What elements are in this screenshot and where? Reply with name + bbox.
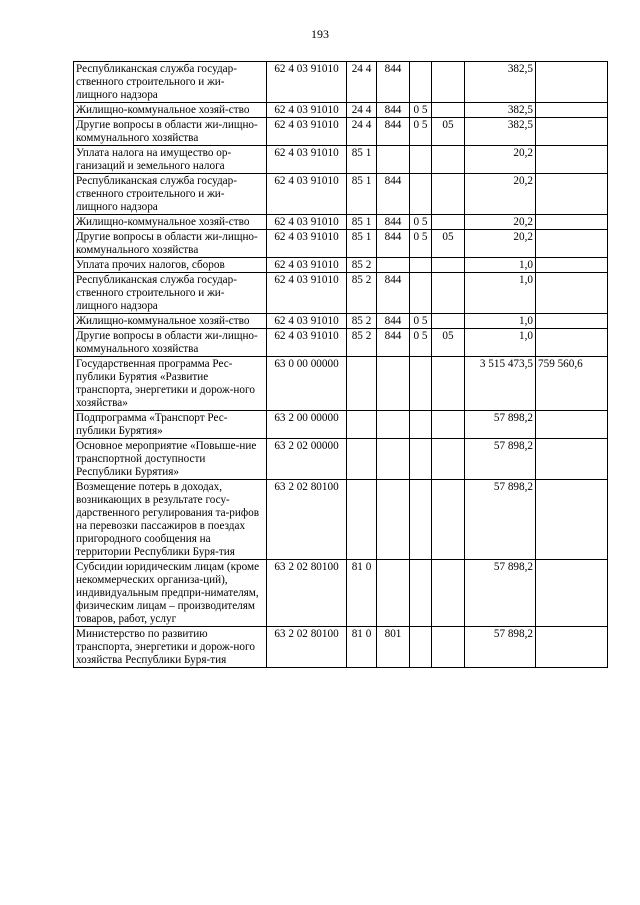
expense-type-code-cell: 85 1 — [347, 230, 377, 258]
subsection-code-cell — [432, 215, 465, 230]
amount-extra-cell — [536, 258, 608, 273]
target-article-code-cell: 62 4 03 91010 — [267, 258, 347, 273]
item-name-cell: Жилищно-коммунальное хозяй-ство — [74, 103, 267, 118]
table-row — [74, 230, 608, 258]
section-code-cell — [410, 411, 432, 439]
amount-extra-cell — [536, 329, 608, 357]
amount-cell: 382,5 — [465, 103, 536, 118]
section-code-cell — [410, 146, 432, 174]
administrator-code-cell — [377, 146, 410, 174]
expense-type-code-cell: 85 1 — [347, 174, 377, 215]
administrator-code-cell: 844 — [377, 174, 410, 215]
table-row — [74, 439, 608, 480]
amount-cell: 57 898,2 — [465, 411, 536, 439]
amount-extra-cell — [536, 215, 608, 230]
section-code-cell: 0 5 — [410, 329, 432, 357]
table-row — [74, 146, 608, 174]
expense-type-code-cell: 85 2 — [347, 314, 377, 329]
table-row — [74, 480, 608, 560]
expense-type-code-cell: 85 1 — [347, 146, 377, 174]
target-article-code-cell: 63 2 02 80100 — [267, 480, 347, 560]
amount-cell: 20,2 — [465, 146, 536, 174]
table-row — [74, 215, 608, 230]
amount-extra-cell — [536, 174, 608, 215]
item-name-cell: Жилищно-коммунальное хозяй-ство — [74, 215, 267, 230]
item-name-cell: Возмещение потерь в доходах, возникающих в результате госу-дарственного регулирования та-рифов на перевозки пассажиров в поездах пригородного сообщения на территории Республики Буря-тия — [74, 480, 267, 560]
amount-extra-cell — [536, 62, 608, 103]
administrator-code-cell — [377, 357, 410, 411]
expense-type-code-cell: 24 4 — [347, 62, 377, 103]
subsection-code-cell — [432, 627, 465, 668]
section-code-cell: 0 5 — [410, 215, 432, 230]
expense-type-code-cell: 85 1 — [347, 215, 377, 230]
administrator-code-cell — [377, 480, 410, 560]
subsection-code-cell — [432, 314, 465, 329]
expense-type-code-cell: 24 4 — [347, 118, 377, 146]
expense-type-code-cell: 24 4 — [347, 103, 377, 118]
amount-extra-cell — [536, 627, 608, 668]
amount-extra-cell — [536, 560, 608, 627]
target-article-code-cell: 62 4 03 91010 — [267, 118, 347, 146]
item-name-cell: Подпрограмма «Транспорт Рес-публики Бурятия» — [74, 411, 267, 439]
section-code-cell — [410, 357, 432, 411]
expense-type-code-cell: 81 0 — [347, 627, 377, 668]
amount-cell: 20,2 — [465, 174, 536, 215]
item-name-cell: Основное мероприятие «Повыше-ние транспортной доступности Республики Бурятия» — [74, 439, 267, 480]
table-row — [74, 411, 608, 439]
amount-cell: 57 898,2 — [465, 627, 536, 668]
target-article-code-cell: 63 2 00 00000 — [267, 411, 347, 439]
subsection-code-cell — [432, 480, 465, 560]
target-article-code-cell: 62 4 03 91010 — [267, 62, 347, 103]
section-code-cell: 0 5 — [410, 314, 432, 329]
expense-type-code-cell — [347, 480, 377, 560]
item-name-cell: Республиканская служба государ-ственного строительного и жи-лищного надзора — [74, 273, 267, 314]
table-row — [74, 357, 608, 411]
subsection-code-cell — [432, 439, 465, 480]
table-row — [74, 273, 608, 314]
section-code-cell — [410, 627, 432, 668]
target-article-code-cell: 62 4 03 91010 — [267, 174, 347, 215]
item-name-cell: Субсидии юридическим лицам (кроме некоммерческих организа-ций), индивидуальным предпри-нимателям, физическим лицам – производителям товаров, работ, услуг — [74, 560, 267, 627]
table-row — [74, 62, 608, 103]
amount-cell: 57 898,2 — [465, 480, 536, 560]
expense-type-code-cell: 85 2 — [347, 258, 377, 273]
subsection-code-cell — [432, 62, 465, 103]
item-name-cell: Другие вопросы в области жи-лищно-коммунального хозяйства — [74, 118, 267, 146]
expense-type-code-cell: 85 2 — [347, 273, 377, 314]
section-code-cell — [410, 480, 432, 560]
table-row — [74, 118, 608, 146]
section-code-cell — [410, 174, 432, 215]
administrator-code-cell: 801 — [377, 627, 410, 668]
administrator-code-cell: 844 — [377, 215, 410, 230]
administrator-code-cell: 844 — [377, 103, 410, 118]
item-name-cell: Республиканская служба государ-ственного строительного и жи-лищного надзора — [74, 174, 267, 215]
amount-cell: 1,0 — [465, 314, 536, 329]
subsection-code-cell — [432, 103, 465, 118]
amount-extra-cell — [536, 103, 608, 118]
item-name-cell: Министерство по развитию транспорта, энергетики и дорож-ного хозяйства Республики Буря-тия — [74, 627, 267, 668]
target-article-code-cell: 63 0 00 00000 — [267, 357, 347, 411]
item-name-cell: Республиканская служба государ-ственного строительного и жи-лищного надзора — [74, 62, 267, 103]
expense-type-code-cell — [347, 357, 377, 411]
amount-cell: 382,5 — [465, 118, 536, 146]
target-article-code-cell: 63 2 02 80100 — [267, 560, 347, 627]
target-article-code-cell: 62 4 03 91010 — [267, 230, 347, 258]
expense-type-code-cell — [347, 439, 377, 480]
target-article-code-cell: 62 4 03 91010 — [267, 215, 347, 230]
amount-cell: 382,5 — [465, 62, 536, 103]
amount-extra-cell — [536, 439, 608, 480]
administrator-code-cell — [377, 560, 410, 627]
section-code-cell: 0 5 — [410, 118, 432, 146]
amount-cell: 57 898,2 — [465, 439, 536, 480]
item-name-cell: Уплата прочих налогов, сборов — [74, 258, 267, 273]
subsection-code-cell — [432, 146, 465, 174]
budget-table — [73, 61, 608, 668]
subsection-code-cell: 05 — [432, 230, 465, 258]
amount-cell: 1,0 — [465, 273, 536, 314]
section-code-cell — [410, 273, 432, 314]
administrator-code-cell — [377, 411, 410, 439]
amount-cell: 20,2 — [465, 230, 536, 258]
amount-extra-cell: 759 560,6 — [536, 357, 608, 411]
target-article-code-cell: 62 4 03 91010 — [267, 273, 347, 314]
expense-type-code-cell: 85 2 — [347, 329, 377, 357]
table-row — [74, 560, 608, 627]
amount-cell: 1,0 — [465, 258, 536, 273]
amount-extra-cell — [536, 314, 608, 329]
amount-extra-cell — [536, 273, 608, 314]
administrator-code-cell: 844 — [377, 314, 410, 329]
administrator-code-cell: 844 — [377, 273, 410, 314]
table-row — [74, 314, 608, 329]
subsection-code-cell — [432, 357, 465, 411]
section-code-cell: 0 5 — [410, 103, 432, 118]
item-name-cell: Жилищно-коммунальное хозяй-ство — [74, 314, 267, 329]
administrator-code-cell — [377, 258, 410, 273]
target-article-code-cell: 62 4 03 91010 — [267, 329, 347, 357]
administrator-code-cell: 844 — [377, 118, 410, 146]
page-number: 193 — [311, 27, 329, 41]
amount-cell: 3 515 473,5 — [465, 357, 536, 411]
table-row — [74, 174, 608, 215]
target-article-code-cell: 63 2 02 00000 — [267, 439, 347, 480]
administrator-code-cell — [377, 439, 410, 480]
item-name-cell: Государственная программа Рес-публики Бурятия «Развитие транспорта, энергетики и дорож-ного хозяйства» — [74, 357, 267, 411]
expense-type-code-cell: 81 0 — [347, 560, 377, 627]
amount-extra-cell — [536, 146, 608, 174]
subsection-code-cell — [432, 411, 465, 439]
table-row — [74, 258, 608, 273]
amount-cell: 57 898,2 — [465, 560, 536, 627]
target-article-code-cell: 63 2 02 80100 — [267, 627, 347, 668]
section-code-cell — [410, 62, 432, 103]
table-body — [74, 62, 608, 668]
amount-extra-cell — [536, 411, 608, 439]
subsection-code-cell — [432, 273, 465, 314]
subsection-code-cell — [432, 560, 465, 627]
amount-extra-cell — [536, 230, 608, 258]
table-row — [74, 329, 608, 357]
section-code-cell — [410, 439, 432, 480]
expense-type-code-cell — [347, 411, 377, 439]
section-code-cell — [410, 560, 432, 627]
administrator-code-cell: 844 — [377, 230, 410, 258]
amount-extra-cell — [536, 480, 608, 560]
target-article-code-cell: 62 4 03 91010 — [267, 103, 347, 118]
section-code-cell: 0 5 — [410, 230, 432, 258]
target-article-code-cell: 62 4 03 91010 — [267, 146, 347, 174]
item-name-cell: Другие вопросы в области жи-лищно-коммунального хозяйства — [74, 230, 267, 258]
target-article-code-cell: 62 4 03 91010 — [267, 314, 347, 329]
subsection-code-cell — [432, 174, 465, 215]
section-code-cell — [410, 258, 432, 273]
subsection-code-cell: 05 — [432, 118, 465, 146]
table-row — [74, 103, 608, 118]
item-name-cell: Уплата налога на имущество ор-ганизаций и земельного налога — [74, 146, 267, 174]
table-row — [74, 627, 608, 668]
subsection-code-cell: 05 — [432, 329, 465, 357]
subsection-code-cell — [432, 258, 465, 273]
amount-extra-cell — [536, 118, 608, 146]
amount-cell: 1,0 — [465, 329, 536, 357]
administrator-code-cell: 844 — [377, 62, 410, 103]
administrator-code-cell: 844 — [377, 329, 410, 357]
amount-cell: 20,2 — [465, 215, 536, 230]
item-name-cell: Другие вопросы в области жи-лищно-коммунального хозяйства — [74, 329, 267, 357]
